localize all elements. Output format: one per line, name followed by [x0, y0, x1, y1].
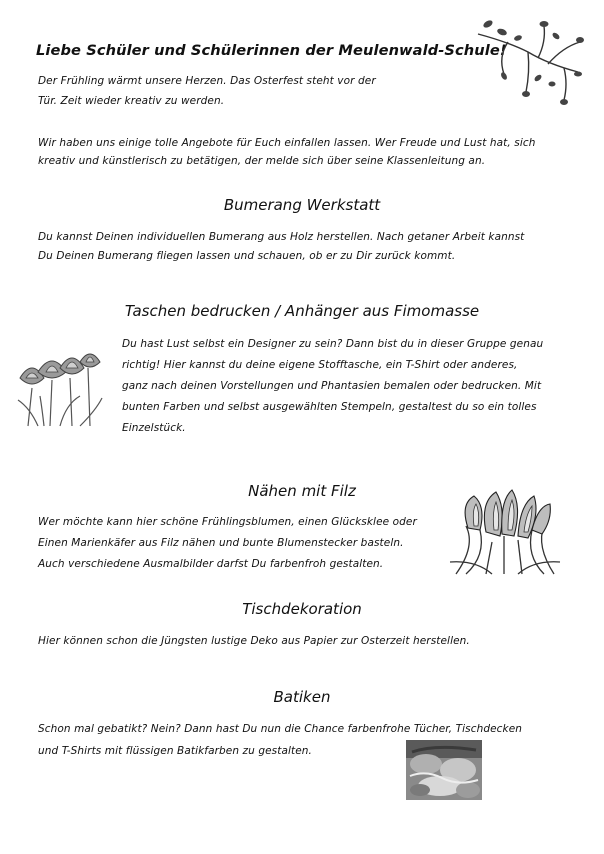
- section-text-line: richtig! Hier kannst du deine eigene Stofftasche, ein T-Shirt oder anderes,: [122, 359, 518, 371]
- section-heading-tischdekoration: Tischdekoration: [242, 600, 362, 618]
- batik-photo: [406, 740, 482, 800]
- crocus-bouquet-icon: [446, 486, 564, 578]
- section-heading-batiken: Batiken: [273, 688, 331, 706]
- section-text-line: Du hast Lust selbst ein Designer zu sein? Dann bist du in dieser Gruppe genau: [122, 338, 544, 350]
- section-text-line: Du Deinen Bumerang fliegen lassen und schauen, ob er zu Dir zurück kommt.: [38, 250, 456, 262]
- section-text-line: Hier können schon die Jüngsten lustige Deko aus Papier zur Osterzeit herstellen.: [38, 635, 470, 647]
- section-text-line: ganz nach deinen Vorstellungen und Phantasien bemalen oder bedrucken. Mit: [122, 380, 542, 392]
- section-heading-naehen: Nähen mit Filz: [248, 482, 356, 500]
- section-text-line: Einen Marienkäfer aus Filz nähen und bunte Blumenstecker basteln.: [38, 537, 404, 549]
- section-text-line: Du kannst Deinen individuellen Bumerang aus Holz herstellen. Nach getaner Arbeit kannst: [38, 231, 525, 243]
- section-text-line: bunten Farben und selbst ausgewählten Stempeln, gestaltest du so ein tolles: [122, 401, 537, 413]
- section-text-line: Einzelstück.: [122, 422, 186, 434]
- section-text-line: Wer möchte kann hier schöne Frühlingsblumen, einen Glücksklee oder: [38, 516, 417, 528]
- section-text-line: Auch verschiedene Ausmalbilder darfst Du farbenfroh gestalten.: [38, 558, 384, 570]
- section-text-line: und T-Shirts mit flüssigen Batikfarben zu gestalten.: [38, 745, 312, 757]
- intro-line-2: Tür. Zeit wieder kreativ zu werden.: [38, 95, 225, 107]
- intro-line-4: kreativ und künstlerisch zu betätigen, der melde sich über seine Klassenleitung an.: [38, 155, 486, 167]
- crocus-flowers-icon: [10, 338, 106, 428]
- section-heading-bumerang: Bumerang Werkstatt: [223, 196, 381, 214]
- intro-line-1: Der Frühling wärmt unsere Herzen. Das Osterfest steht vor der: [38, 75, 376, 87]
- section-heading-taschen: Taschen bedrucken / Anhänger aus Fimomasse: [124, 302, 480, 320]
- blossom-branch-icon: [468, 12, 588, 112]
- page-title: Liebe Schüler und Schülerinnen der Meulenwald-Schule!: [36, 42, 507, 59]
- section-text-line: Schon mal gebatikt? Nein? Dann hast Du nun die Chance farbenfrohe Tücher, Tischdecken: [38, 723, 523, 735]
- intro-line-3: Wir haben uns einige tolle Angebote für Euch einfallen lassen. Wer Freude und Lust hat, sich: [38, 137, 536, 149]
